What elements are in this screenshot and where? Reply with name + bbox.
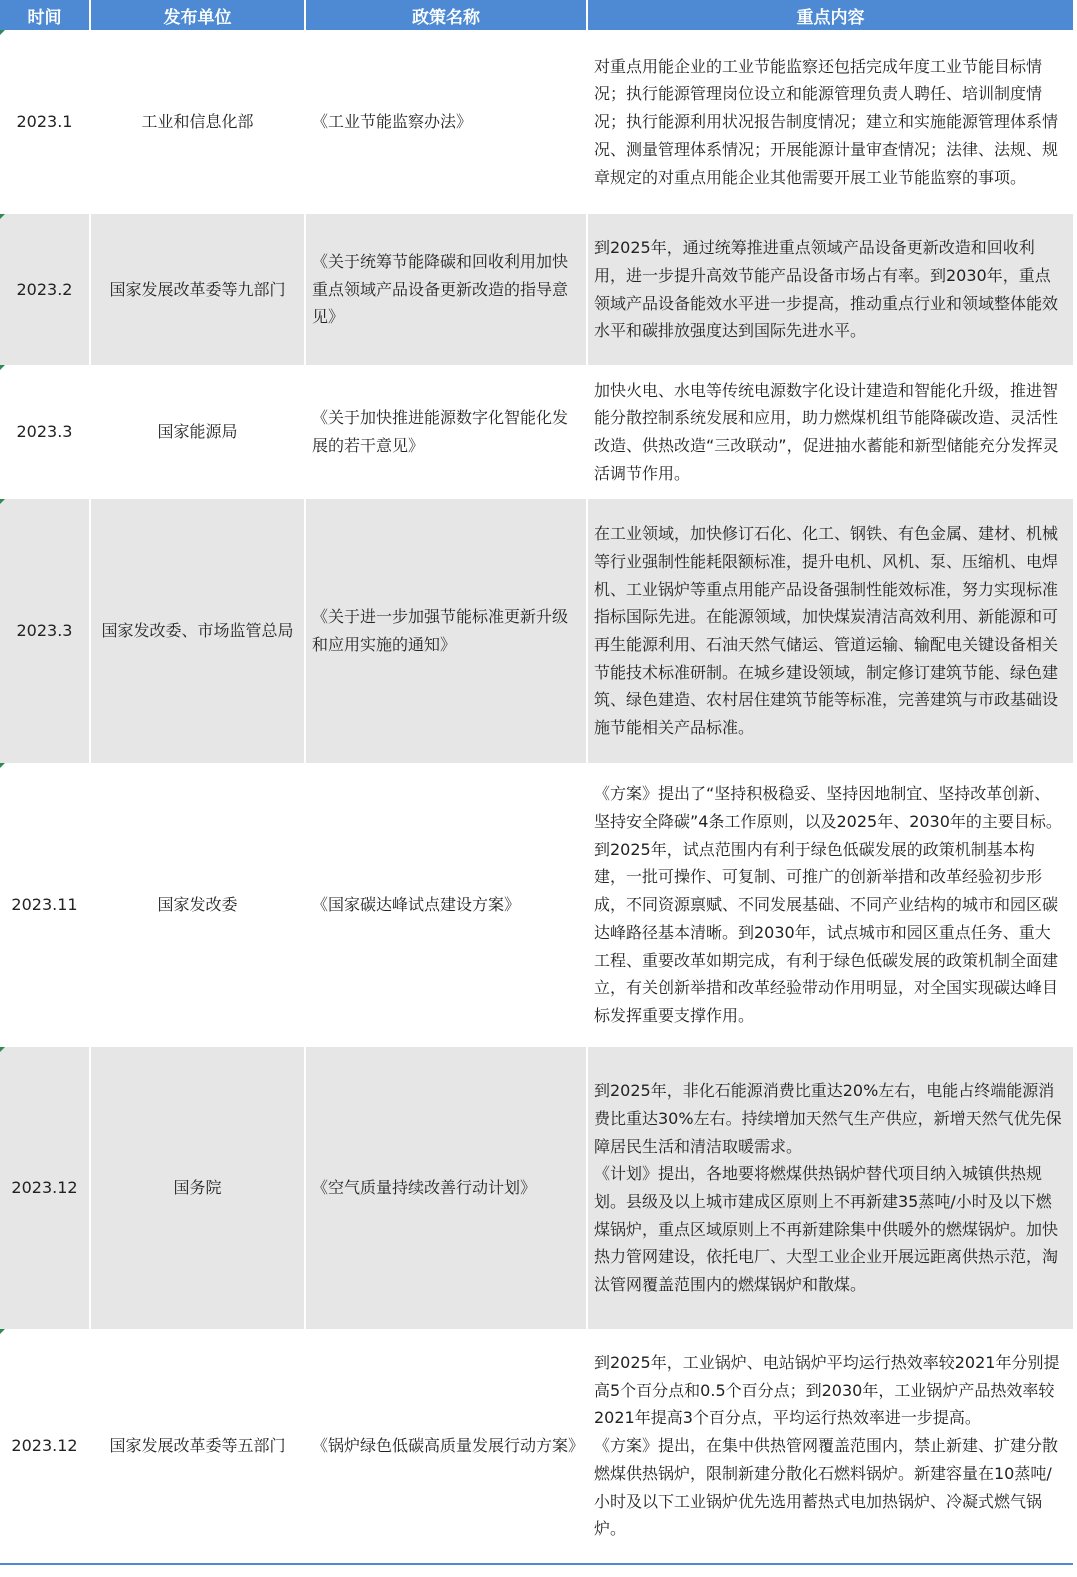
date-cell: 2023.3 xyxy=(0,365,90,499)
table-header-row xyxy=(0,0,1073,30)
table-bottom-rule xyxy=(0,1563,1073,1565)
issuer-cell: 国务院 xyxy=(90,1047,305,1329)
content-cell xyxy=(587,499,1073,763)
table-row xyxy=(0,1329,1073,1563)
policy-cell: 《工业节能监察办法》 xyxy=(305,30,587,214)
policy-cell: 《关于加快推进能源数字化智能化发展的若干意见》 xyxy=(305,365,587,499)
issuer-cell: 国家发改委、市场监管总局 xyxy=(90,499,305,763)
content-cell xyxy=(587,365,1073,499)
content-cell xyxy=(587,763,1073,1047)
content-paragraph: 对重点用能企业的工业节能监察还包括完成年度工业节能目标情况；执行能源管理岗位设立和能源管理负责人聘任、培训制度情况；执行能源利用状况报告制度情况；建立和实施能源管理体系情况、测量管理体系情况；开展能源计量审查情况；法律、法规、规章规定的对重点用能企业其他需要开展工业节能监察的事项。 xyxy=(594,56,1059,187)
issuer-cell: 工业和信息化部 xyxy=(90,30,305,214)
date-cell: 2023.12 xyxy=(0,1329,90,1563)
date-cell: 2023.1 xyxy=(0,30,90,214)
content-paragraph: 到2025年，非化石能源消费比重达20%左右，电能占终端能源消费比重达30%左右。持续增加天然气生产供应，新增天然气优先保障居民生活和清洁取暖需求。 xyxy=(594,1081,1062,1156)
date-cell: 2023.3 xyxy=(0,499,90,763)
header-date: 时间 xyxy=(0,0,90,30)
issuer-cell: 国家发展改革委等九部门 xyxy=(90,214,305,365)
content-cell xyxy=(587,214,1073,365)
issuer-cell: 国家发展改革委等五部门 xyxy=(90,1329,305,1563)
policy-cell: 《关于统筹节能降碳和回收利用加快重点领域产品设备更新改造的指导意见》 xyxy=(305,214,587,365)
policy-cell: 《空气质量持续改善行动计划》 xyxy=(305,1047,587,1329)
content-cell xyxy=(587,1329,1073,1563)
table-row xyxy=(0,763,1073,1047)
table-row xyxy=(0,365,1073,499)
content-paragraph: 《方案》提出，在集中供热管网覆盖范围内，禁止新建、扩建分散燃煤供热锅炉，限制新建分散化石燃料锅炉。新建容量在10蒸吨/小时及以下工业锅炉优先选用蓄热式电加热锅炉、冷凝式燃气锅炉。 xyxy=(594,1436,1059,1539)
policy-cell: 《锅炉绿色低碳高质量发展行动方案》 xyxy=(305,1329,587,1563)
table-row xyxy=(0,30,1073,214)
header-policy: 政策名称 xyxy=(305,0,587,30)
policy-cell: 《国家碳达峰试点建设方案》 xyxy=(305,763,587,1047)
content-paragraph: 在工业领域，加快修订石化、化工、钢铁、有色金属、建材、机械等行业强制性能耗限额标准，提升电机、风机、泵、压缩机、电焊机、工业锅炉等重点用能产品设备强制性能效标准，努力实现标准指标国际先进。在能源领域，加快煤炭清洁高效利用、新能源和可再生能源利用、石油天然气储运、管道运输、输配电关键设备相关节能技术标准研制。在城乡建设领域，制定修订建筑节能、绿色建筑、绿色建造、农村居住建筑节能等标准，完善建筑与市政基础设施节能相关产品标准。 xyxy=(594,524,1059,738)
header-content: 重点内容 xyxy=(587,0,1073,30)
content-paragraph: 《方案》提出了“坚持积极稳妥、坚持因地制宜、坚持改革创新、坚持安全降碳”4条工作原则，以及2025年、2030年的主要目标。到2025年，试点范围内有利于绿色低碳发展的政策机制基本构建，一批可操作、可复制、可推广的创新举措和改革经验初步形成，不同资源禀赋、不同发展基础、不同产业结构的城市和园区碳达峰路径基本清晰。到2030年，试点城市和园区重点任务、重大工程、重要改革如期完成，有利于绿色低碳发展的政策机制全面建立，有关创新举措和改革经验带动作用明显，对全国实现碳达峰目标发挥重要支撑作用。 xyxy=(594,784,1062,1025)
issuer-cell: 国家发改委 xyxy=(90,763,305,1047)
content-cell xyxy=(587,1047,1073,1329)
content-paragraph: 加快火电、水电等传统电源数字化设计建造和智能化升级，推进智能分散控制系统发展和应用，助力燃煤机组节能降碳改造、灵活性改造、供热改造“三改联动”，促进抽水蓄能和新型储能充分发挥灵活调节作用。 xyxy=(594,380,1059,483)
content-paragraph: 到2025年，工业锅炉、电站锅炉平均运行热效率较2021年分别提高5个百分点和0.5个百分点；到2030年，工业锅炉产品热效率较2021年提高3个百分点，平均运行热效率进一步提高。 xyxy=(594,1353,1060,1428)
issuer-cell: 国家能源局 xyxy=(90,365,305,499)
table-row xyxy=(0,499,1073,763)
policy-cell: 《关于进一步加强节能标准更新升级和应用实施的通知》 xyxy=(305,499,587,763)
date-cell: 2023.12 xyxy=(0,1047,90,1329)
date-cell: 2023.11 xyxy=(0,763,90,1047)
date-cell: 2023.2 xyxy=(0,214,90,365)
content-paragraph: 到2025年，通过统筹推进重点领域产品设备更新改造和回收利用，进一步提升高效节能产品设备市场占有率。到2030年，重点领域产品设备能效水平进一步提高，推动重点行业和领域整体能效水平和碳排放强度达到国际先进水平。 xyxy=(594,238,1059,341)
header-issuer: 发布单位 xyxy=(90,0,305,30)
table-row xyxy=(0,1047,1073,1329)
content-cell xyxy=(587,30,1073,214)
table-row xyxy=(0,214,1073,365)
content-paragraph: 《计划》提出，各地要将燃煤供热锅炉替代项目纳入城镇供热规划。县级及以上城市建成区原则上不再新建35蒸吨/小时及以下燃煤锅炉，重点区域原则上不再新建除集中供暖外的燃煤锅炉。加快热力管网建设，依托电厂、大型工业企业开展远距离供热示范，淘汰管网覆盖范围内的燃煤锅炉和散煤。 xyxy=(594,1164,1059,1295)
